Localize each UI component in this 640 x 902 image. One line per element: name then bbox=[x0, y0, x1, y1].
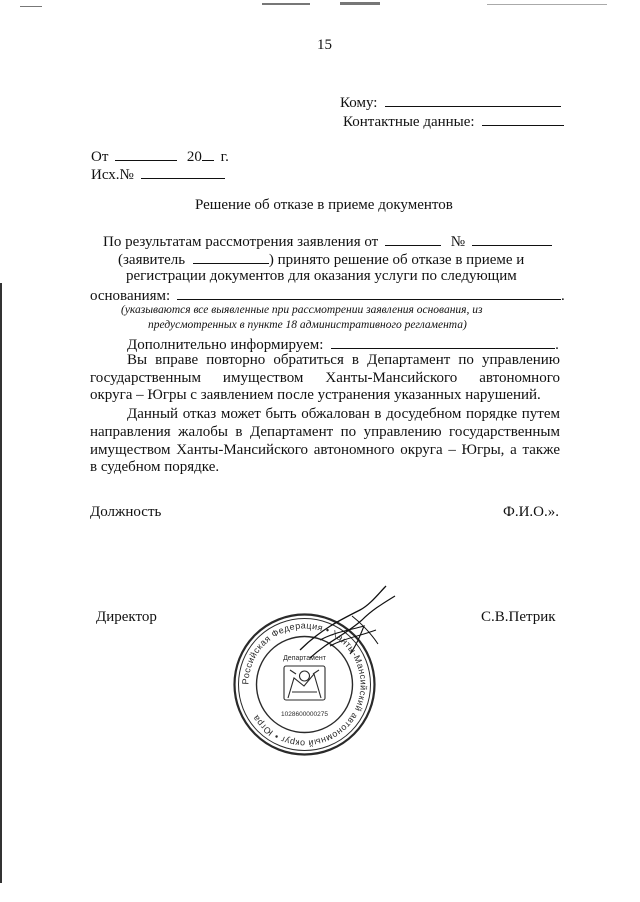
from-label: От bbox=[91, 149, 109, 165]
scan-artifact bbox=[20, 6, 42, 7]
scan-artifact bbox=[0, 283, 2, 883]
position-label: Должность bbox=[90, 504, 162, 520]
document-title: Решение об отказе в приеме документов bbox=[195, 197, 453, 213]
p1-applicant: (заявитель bbox=[118, 252, 186, 268]
scan-artifact bbox=[340, 2, 380, 5]
p1-grounds: основаниям: bbox=[90, 288, 171, 304]
date-blank bbox=[115, 146, 177, 161]
info-label: Дополнительно информируем: bbox=[127, 337, 324, 353]
p3-line4: в судебном порядке. bbox=[90, 459, 220, 475]
addressee-contacts bbox=[343, 111, 564, 131]
p2-line2: государственным имуществом Ханты-Мансийского автономного bbox=[90, 370, 560, 386]
scan-artifact bbox=[487, 4, 607, 5]
p1-start: По результатам рассмотрения заявления от bbox=[103, 234, 379, 250]
year-suffix: г. bbox=[220, 149, 229, 165]
application-number-blank bbox=[472, 231, 552, 246]
application-date-blank bbox=[385, 231, 441, 246]
outgoing-line bbox=[91, 164, 225, 184]
to-blank bbox=[385, 92, 561, 107]
outgoing-blank bbox=[141, 164, 225, 179]
applicant-blank bbox=[193, 249, 269, 264]
p1-line1 bbox=[103, 231, 552, 251]
date-line bbox=[91, 146, 229, 166]
seal-emblem bbox=[284, 666, 325, 700]
signatory-name: С.В.Петрик bbox=[481, 609, 556, 625]
info-blank bbox=[331, 334, 555, 349]
year-prefix: 20 bbox=[186, 149, 202, 165]
note-line2: предусмотренных в пункте 18 административного регламента) bbox=[148, 319, 467, 331]
year-blank bbox=[202, 146, 214, 161]
info-line: Дополнительно информируем: . bbox=[127, 334, 559, 354]
signature bbox=[290, 580, 410, 670]
page-number: 15 bbox=[317, 37, 332, 53]
p1-rest: ) принято решение об отказе в приеме и bbox=[268, 252, 525, 268]
p1-no: № bbox=[450, 234, 466, 250]
to-label: Кому: bbox=[340, 95, 378, 111]
grounds-blank bbox=[177, 285, 561, 300]
contacts-blank bbox=[482, 111, 564, 126]
p2-line3: округа – Югры с заявлением после устранения указанных нарушений. bbox=[90, 387, 541, 403]
addressee-to bbox=[340, 92, 561, 112]
p3-line2: направления жалобы в Департамент по управлению государственным bbox=[90, 424, 560, 440]
seal-center-text: Департамент bbox=[283, 655, 326, 662]
signatory-title: Директор bbox=[96, 609, 157, 625]
p1-line3: регистрации документов для оказания услуги по следующим bbox=[126, 268, 517, 284]
name-label: Ф.И.О.». bbox=[503, 504, 560, 520]
p3-line3: имуществом Ханты-Мансийского автономного округа – Югры, а также bbox=[90, 442, 560, 458]
p3-line1: Данный отказ может быть обжалован в досудебном порядке путем bbox=[127, 406, 560, 422]
contacts-label: Контактные данные: bbox=[343, 114, 475, 130]
p1-line2 bbox=[118, 249, 524, 269]
p1-line4: основаниям: . bbox=[90, 285, 565, 305]
outgoing-label: Исх.№ bbox=[91, 167, 134, 183]
seal-ogrn: 1028600000275 bbox=[281, 711, 328, 718]
note-line1: (указываются все выявленные при рассмотрении заявления основания, из bbox=[121, 304, 483, 316]
p2-line1: Вы вправе повторно обратиться в Департамент по управлению bbox=[127, 352, 560, 368]
seal-ring-text: Российская Федерация • Ханты-Мансийский автономный округ • Югра bbox=[240, 620, 369, 749]
scan-artifact bbox=[262, 3, 310, 5]
